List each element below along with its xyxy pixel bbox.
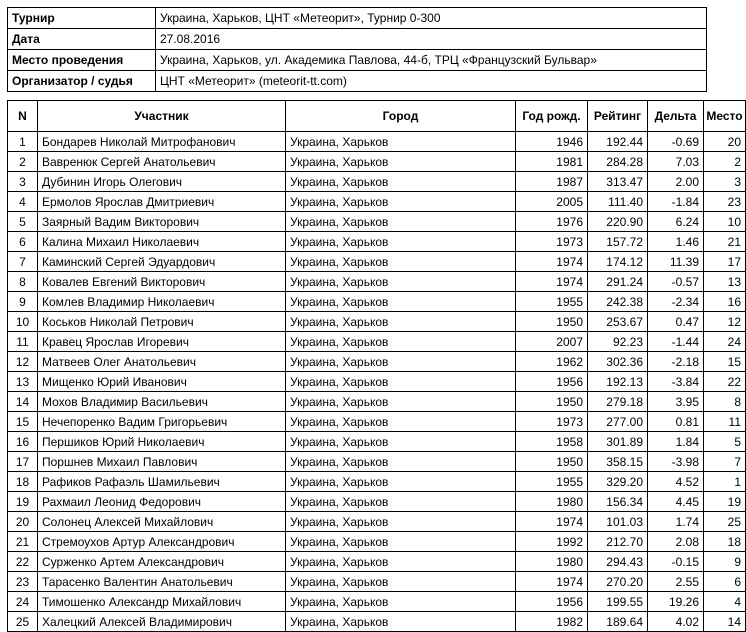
- cell-city: Украина, Харьков: [286, 612, 516, 632]
- cell-participant: Тарасенко Валентин Анатольевич: [38, 572, 286, 592]
- table-row: [8, 552, 746, 572]
- cell-delta: 7.03: [648, 152, 704, 172]
- header-birth-year: Год рожд.: [516, 101, 588, 132]
- cell-number: 7: [8, 252, 38, 272]
- cell-birth-year: 1955: [516, 292, 588, 312]
- cell-number: 19: [8, 492, 38, 512]
- cell-rating: 358.15: [588, 452, 648, 472]
- cell-participant: Халецкий Алексей Владимирович: [38, 612, 286, 632]
- cell-city: Украина, Харьков: [286, 252, 516, 272]
- cell-participant: Ермолов Ярослав Дмитриевич: [38, 192, 286, 212]
- cell-birth-year: 1981: [516, 152, 588, 172]
- cell-place: 12: [704, 312, 746, 332]
- cell-rating: 111.40: [588, 192, 648, 212]
- cell-number: 20: [8, 512, 38, 532]
- cell-number: 23: [8, 572, 38, 592]
- cell-rating: 189.64: [588, 612, 648, 632]
- cell-city: Украина, Харьков: [286, 392, 516, 412]
- results-table: [7, 100, 746, 632]
- cell-city: Украина, Харьков: [286, 332, 516, 352]
- cell-delta: 1.74: [648, 512, 704, 532]
- cell-delta: 3.95: [648, 392, 704, 412]
- cell-place: 3: [704, 172, 746, 192]
- cell-rating: 294.43: [588, 552, 648, 572]
- cell-rating: 192.13: [588, 372, 648, 392]
- cell-rating: 220.90: [588, 212, 648, 232]
- cell-participant: Вавренюк Сергей Анатольевич: [38, 152, 286, 172]
- cell-participant: Сурженко Артем Александрович: [38, 552, 286, 572]
- cell-place: 6: [704, 572, 746, 592]
- cell-city: Украина, Харьков: [286, 312, 516, 332]
- cell-number: 6: [8, 232, 38, 252]
- cell-place: 21: [704, 232, 746, 252]
- cell-place: 5: [704, 432, 746, 452]
- cell-birth-year: 1980: [516, 552, 588, 572]
- info-row-venue: [8, 50, 707, 71]
- table-row: [8, 352, 746, 372]
- cell-number: 22: [8, 552, 38, 572]
- table-row: [8, 212, 746, 232]
- cell-city: Украина, Харьков: [286, 572, 516, 592]
- cell-rating: 157.72: [588, 232, 648, 252]
- table-header-row: [8, 101, 746, 132]
- cell-place: 14: [704, 612, 746, 632]
- cell-birth-year: 1992: [516, 532, 588, 552]
- cell-city: Украина, Харьков: [286, 492, 516, 512]
- cell-number: 17: [8, 452, 38, 472]
- cell-participant: Поршнев Михаил Павлович: [38, 452, 286, 472]
- cell-birth-year: 1950: [516, 392, 588, 412]
- cell-number: 1: [8, 132, 38, 152]
- cell-birth-year: 1982: [516, 612, 588, 632]
- organizer-value: ЦНТ «Метеорит» (meteorit-tt.com): [156, 71, 707, 92]
- cell-city: Украина, Харьков: [286, 152, 516, 172]
- cell-place: 19: [704, 492, 746, 512]
- cell-participant: Тимошенко Александр Михайлович: [38, 592, 286, 612]
- cell-participant: Каминский Сергей Эдуардович: [38, 252, 286, 272]
- cell-place: 13: [704, 272, 746, 292]
- cell-rating: 199.55: [588, 592, 648, 612]
- cell-city: Украина, Харьков: [286, 432, 516, 452]
- date-value: 27.08.2016: [156, 29, 707, 50]
- cell-city: Украина, Харьков: [286, 132, 516, 152]
- cell-number: 5: [8, 212, 38, 232]
- tournament-info-table: [7, 7, 707, 92]
- cell-place: 17: [704, 252, 746, 272]
- cell-rating: 277.00: [588, 412, 648, 432]
- cell-rating: 313.47: [588, 172, 648, 192]
- table-row: [8, 452, 746, 472]
- cell-delta: -2.18: [648, 352, 704, 372]
- cell-place: 10: [704, 212, 746, 232]
- cell-place: 15: [704, 352, 746, 372]
- cell-number: 16: [8, 432, 38, 452]
- cell-place: 11: [704, 412, 746, 432]
- cell-participant: Коськов Николай Петрович: [38, 312, 286, 332]
- info-row-date: [8, 29, 707, 50]
- cell-delta: 2.00: [648, 172, 704, 192]
- cell-city: Украина, Харьков: [286, 272, 516, 292]
- venue-value: Украина, Харьков, ул. Академика Павлова, 44-б, ТРЦ «Французский Бульвар»: [156, 50, 707, 71]
- tournament-label: Турнир: [8, 8, 156, 29]
- cell-delta: 1.84: [648, 432, 704, 452]
- date-label: Дата: [8, 29, 156, 50]
- cell-city: Украина, Харьков: [286, 532, 516, 552]
- header-number: N: [8, 101, 38, 132]
- cell-place: 18: [704, 532, 746, 552]
- cell-participant: Нечепоренко Вадим Григорьевич: [38, 412, 286, 432]
- table-row: [8, 252, 746, 272]
- cell-place: 22: [704, 372, 746, 392]
- cell-birth-year: 1987: [516, 172, 588, 192]
- table-row: [8, 572, 746, 592]
- cell-place: 8: [704, 392, 746, 412]
- cell-number: 2: [8, 152, 38, 172]
- table-row: [8, 232, 746, 252]
- table-row: [8, 332, 746, 352]
- cell-birth-year: 1958: [516, 432, 588, 452]
- cell-participant: Мищенко Юрий Иванович: [38, 372, 286, 392]
- cell-delta: -1.44: [648, 332, 704, 352]
- cell-rating: 301.89: [588, 432, 648, 452]
- cell-city: Украина, Харьков: [286, 292, 516, 312]
- cell-number: 14: [8, 392, 38, 412]
- info-row-tournament: [8, 8, 707, 29]
- cell-city: Украина, Харьков: [286, 552, 516, 572]
- table-row: [8, 292, 746, 312]
- cell-delta: -0.69: [648, 132, 704, 152]
- table-row: [8, 472, 746, 492]
- cell-rating: 242.38: [588, 292, 648, 312]
- cell-delta: 2.08: [648, 532, 704, 552]
- cell-participant: Дубинин Игорь Олегович: [38, 172, 286, 192]
- cell-rating: 174.12: [588, 252, 648, 272]
- table-row: [8, 372, 746, 392]
- cell-number: 15: [8, 412, 38, 432]
- table-row: [8, 272, 746, 292]
- cell-participant: Матвеев Олег Анатольевич: [38, 352, 286, 372]
- cell-city: Украина, Харьков: [286, 372, 516, 392]
- cell-participant: Солонец Алексей Михайлович: [38, 512, 286, 532]
- table-row: [8, 192, 746, 212]
- cell-rating: 212.70: [588, 532, 648, 552]
- table-row: [8, 172, 746, 192]
- cell-rating: 270.20: [588, 572, 648, 592]
- cell-delta: -1.84: [648, 192, 704, 212]
- cell-place: 24: [704, 332, 746, 352]
- cell-place: 9: [704, 552, 746, 572]
- cell-place: 7: [704, 452, 746, 472]
- cell-place: 1: [704, 472, 746, 492]
- cell-city: Украина, Харьков: [286, 592, 516, 612]
- header-place: Место: [704, 101, 746, 132]
- header-rating: Рейтинг: [588, 101, 648, 132]
- cell-number: 21: [8, 532, 38, 552]
- cell-rating: 156.34: [588, 492, 648, 512]
- cell-delta: 4.45: [648, 492, 704, 512]
- table-row: [8, 312, 746, 332]
- cell-delta: -3.98: [648, 452, 704, 472]
- cell-place: 25: [704, 512, 746, 532]
- cell-number: 4: [8, 192, 38, 212]
- cell-birth-year: 1946: [516, 132, 588, 152]
- cell-birth-year: 1974: [516, 572, 588, 592]
- cell-delta: 19.26: [648, 592, 704, 612]
- cell-birth-year: 1974: [516, 512, 588, 532]
- cell-place: 2: [704, 152, 746, 172]
- cell-rating: 284.28: [588, 152, 648, 172]
- cell-birth-year: 1973: [516, 232, 588, 252]
- cell-participant: Калина Михаил Николаевич: [38, 232, 286, 252]
- cell-number: 25: [8, 612, 38, 632]
- cell-city: Украина, Харьков: [286, 192, 516, 212]
- cell-place: 23: [704, 192, 746, 212]
- table-row: [8, 592, 746, 612]
- cell-participant: Першиков Юрий Николаевич: [38, 432, 286, 452]
- cell-participant: Рахмаил Леонид Федорович: [38, 492, 286, 512]
- cell-place: 4: [704, 592, 746, 612]
- cell-participant: Стремоухов Артур Александрович: [38, 532, 286, 552]
- cell-participant: Ковалев Евгений Викторович: [38, 272, 286, 292]
- cell-city: Украина, Харьков: [286, 452, 516, 472]
- cell-rating: 279.18: [588, 392, 648, 412]
- cell-number: 10: [8, 312, 38, 332]
- cell-participant: Рафиков Рафаэль Шамильевич: [38, 472, 286, 492]
- table-row: [8, 152, 746, 172]
- cell-participant: Мохов Владимир Васильевич: [38, 392, 286, 412]
- cell-place: 20: [704, 132, 746, 152]
- cell-delta: 0.47: [648, 312, 704, 332]
- cell-delta: 2.55: [648, 572, 704, 592]
- venue-label: Место проведения: [8, 50, 156, 71]
- cell-birth-year: 1973: [516, 412, 588, 432]
- cell-number: 13: [8, 372, 38, 392]
- table-row: [8, 612, 746, 632]
- cell-place: 16: [704, 292, 746, 312]
- cell-number: 3: [8, 172, 38, 192]
- cell-delta: 4.02: [648, 612, 704, 632]
- cell-rating: 291.24: [588, 272, 648, 292]
- cell-city: Украина, Харьков: [286, 232, 516, 252]
- header-delta: Дельта: [648, 101, 704, 132]
- cell-number: 18: [8, 472, 38, 492]
- table-row: [8, 392, 746, 412]
- cell-delta: 4.52: [648, 472, 704, 492]
- cell-birth-year: 1976: [516, 212, 588, 232]
- cell-delta: -3.84: [648, 372, 704, 392]
- cell-number: 12: [8, 352, 38, 372]
- header-participant: Участник: [38, 101, 286, 132]
- cell-birth-year: 1950: [516, 312, 588, 332]
- cell-participant: Бондарев Николай Митрофанович: [38, 132, 286, 152]
- cell-birth-year: 2005: [516, 192, 588, 212]
- table-row: [8, 512, 746, 532]
- cell-number: 8: [8, 272, 38, 292]
- cell-city: Украина, Харьков: [286, 172, 516, 192]
- table-row: [8, 412, 746, 432]
- cell-birth-year: 1962: [516, 352, 588, 372]
- cell-delta: -0.57: [648, 272, 704, 292]
- cell-participant: Заярный Вадим Викторович: [38, 212, 286, 232]
- cell-rating: 101.03: [588, 512, 648, 532]
- table-row: [8, 492, 746, 512]
- cell-delta: 11.39: [648, 252, 704, 272]
- tournament-value: Украина, Харьков, ЦНТ «Метеорит», Турнир 0-300: [156, 8, 707, 29]
- cell-rating: 92.23: [588, 332, 648, 352]
- results-body: [8, 132, 746, 632]
- cell-participant: Комлев Владимир Николаевич: [38, 292, 286, 312]
- cell-number: 24: [8, 592, 38, 612]
- cell-city: Украина, Харьков: [286, 352, 516, 372]
- organizer-label: Организатор / судья: [8, 71, 156, 92]
- cell-birth-year: 1974: [516, 272, 588, 292]
- cell-number: 9: [8, 292, 38, 312]
- cell-delta: -0.15: [648, 552, 704, 572]
- cell-rating: 302.36: [588, 352, 648, 372]
- cell-birth-year: 1956: [516, 372, 588, 392]
- cell-number: 11: [8, 332, 38, 352]
- cell-delta: 0.81: [648, 412, 704, 432]
- cell-delta: 1.46: [648, 232, 704, 252]
- cell-delta: 6.24: [648, 212, 704, 232]
- cell-city: Украина, Харьков: [286, 512, 516, 532]
- cell-birth-year: 1980: [516, 492, 588, 512]
- header-city: Город: [286, 101, 516, 132]
- cell-rating: 192.44: [588, 132, 648, 152]
- cell-rating: 253.67: [588, 312, 648, 332]
- cell-birth-year: 1956: [516, 592, 588, 612]
- table-row: [8, 532, 746, 552]
- table-row: [8, 132, 746, 152]
- cell-birth-year: 1950: [516, 452, 588, 472]
- cell-birth-year: 1974: [516, 252, 588, 272]
- cell-city: Украина, Харьков: [286, 212, 516, 232]
- cell-birth-year: 2007: [516, 332, 588, 352]
- info-row-organizer: [8, 71, 707, 92]
- cell-delta: -2.34: [648, 292, 704, 312]
- cell-rating: 329.20: [588, 472, 648, 492]
- table-row: [8, 432, 746, 452]
- cell-birth-year: 1955: [516, 472, 588, 492]
- cell-city: Украина, Харьков: [286, 412, 516, 432]
- cell-city: Украина, Харьков: [286, 472, 516, 492]
- cell-participant: Кравец Ярослав Игоревич: [38, 332, 286, 352]
